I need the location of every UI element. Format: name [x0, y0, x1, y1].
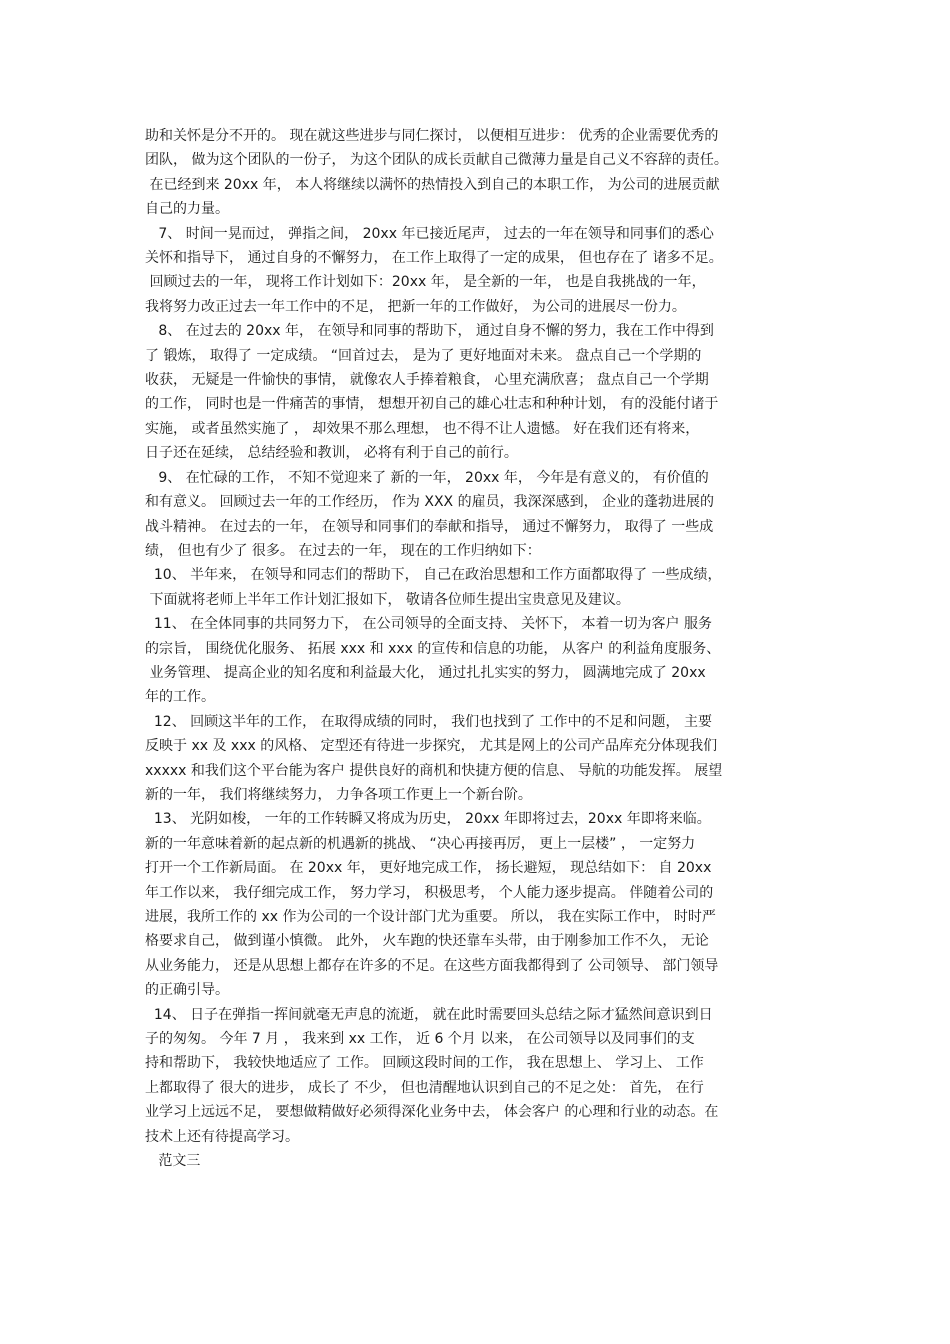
text-line: 14、 日子在弹指一挥间就毫无声息的流逝， 就在此时需要回头总结之际才猛然间意识到日: [145, 1006, 713, 1023]
text-line: 的正确引导。: [145, 982, 229, 999]
text-line: 年的工作。: [145, 689, 215, 706]
text-line: 新的一年意味着新的起点新的机遇新的挑战、 “决心再接再厉， 更上一层楼” ， 一定努力: [145, 835, 696, 852]
text-line: 格要求自己， 做到谨小慎微。 此外， 火车跑的快还靠车头带，由于刚参加工作不久， 无论: [145, 933, 709, 950]
paragraph: [145, 124, 810, 222]
paragraph: [145, 319, 810, 465]
text-line: xxxxx 和我们这个平台能为客户 提供良好的商机和快捷方便的信息、 导航的功能发挥。 展望: [145, 762, 723, 779]
text-line: 持和帮助下， 我较快地适应了 工作。 回顾这段时间的工作， 我在思想上、 学习上、 工作: [145, 1055, 704, 1072]
text-line: 的宗旨， 围绕优化服务、 拓展 xxx 和 xxx 的宣传和信息的功能， 从客户 的利益角度服务、: [145, 640, 721, 657]
text-line: 12、 回顾这半年的工作， 在取得成绩的同时， 我们也找到了 工作中的不足和问题， 主要: [145, 713, 712, 730]
paragraph: [145, 807, 810, 1002]
text-line: 范文三: [145, 1153, 201, 1170]
text-line: 9、 在忙碌的工作， 不知不觉迎来了 新的一年， 20xx 年， 今年是有意义的， 有价值的: [145, 469, 709, 486]
paragraph: [145, 563, 810, 612]
text-line: 技术上还有待提高学习。: [145, 1128, 299, 1145]
paragraph: [145, 466, 810, 564]
text-line: 进展，我所工作的 xx 作为公司的一个设计部门尤为重要。 所以， 我在实际工作中， 时时严: [145, 909, 716, 925]
text-line: 回顾过去的一年， 现将工作计划如下：20xx 年， 是全新的一年， 也是自我挑战的一年，: [145, 274, 706, 291]
text-line: 在已经到来 20xx 年， 本人将继续以满怀的热情投入到自己的本职工作， 为公司的进展贡献: [145, 176, 720, 193]
text-line: 团队， 做为这个团队的一份子， 为这个团队的成长贡献自己微薄力量是自己义不容辞的责任。: [145, 152, 728, 169]
text-line: 绩， 但也有少了 很多。 在过去的一年， 现在的工作归纳如下：: [145, 542, 541, 559]
paragraph: [145, 222, 810, 320]
document-body: [145, 124, 810, 1173]
text-line: 关怀和指导下， 通过自身的不懈努力， 在工作上取得了一定的成果， 但也存在了 诸多不足。: [145, 250, 723, 267]
paragraph: [145, 1149, 810, 1173]
paragraph: [145, 1003, 810, 1149]
text-line: 11、 在全体同事的共同努力下， 在公司领导的全面支持、 关怀下， 本着一切为客户 服务: [145, 616, 712, 633]
text-line: 和有意义。 回顾过去一年的工作经历， 作为 XXX 的雇员，我深深感到， 企业的蓬勃进展的: [145, 494, 715, 511]
text-line: 8、 在过去的 20xx 年， 在领导和同事的帮助下， 通过自身不懈的努力，我在工作中得到: [145, 323, 714, 340]
text-line: 下面就将老师上半年工作计划汇报如下， 敬请各位师生提出宝贵意见及建议。: [145, 591, 630, 608]
text-line: 子的匆匆。 今年 7 月 ， 我来到 xx 工作， 近 6 个月 以来， 在公司领导以及同事们的支: [145, 1031, 695, 1048]
paragraph: [145, 612, 810, 710]
text-line: 反映于 xx 及 xxx 的风格、 定型还有待进一步探究， 尤其是网上的公司产品库充分体现我们: [145, 738, 718, 755]
text-line: 日子还在延续， 总结经验和教训， 必将有利于自己的前行。: [145, 445, 518, 462]
text-line: 自己的力量。: [145, 201, 229, 218]
paragraph: [145, 710, 810, 808]
text-line: 业学习上远远不足， 要想做精做好必须得深化业务中去， 体会客户 的心理和行业的动态。在: [145, 1104, 719, 1121]
text-line: 收获， 无疑是一件愉快的事情， 就像农人手捧着粮食， 心里充满欣喜； 盘点自己一个学期: [145, 372, 709, 389]
text-line: 年工作以来， 我仔细完成工作， 努力学习， 积极思考， 个人能力逐步提高。 伴随着公司的: [145, 884, 714, 901]
text-line: 了 锻炼， 取得了 一定成绩。 “回首过去， 是为了 更好地面对未来。 盘点自己一个学期的: [145, 347, 702, 364]
text-line: 7、 时间一晃而过， 弹指之间， 20xx 年已接近尾声， 过去的一年在领导和同事们的悉心: [145, 225, 714, 242]
text-line: 打开一个工作新局面。 在 20xx 年， 更好地完成工作， 扬长避短， 现总结如下： 自 20xx: [145, 860, 712, 877]
text-line: 13、 光阴如梭， 一年的工作转瞬又将成为历史， 20xx 年即将过去，20xx 年即将来临。: [145, 811, 711, 828]
text-line: 业务管理、 提高企业的知名度和利益最大化， 通过扎扎实实的努力， 圆满地完成了 20xx: [145, 664, 706, 681]
text-line: 战斗精神。 在过去的一年， 在领导和同事们的奉献和指导， 通过不懈努力， 取得了 一些成: [145, 518, 714, 535]
text-line: 我将努力改正过去一年工作中的不足， 把新一年的工作做好， 为公司的进展尽一份力。: [145, 298, 686, 315]
text-line: 新的一年， 我们将继续努力， 力争各项工作更上一个新台阶。: [145, 786, 532, 803]
text-line: 10、 半年来， 在领导和同志们的帮助下， 自己在政治思想和工作方面都取得了 一些成绩，: [145, 567, 722, 584]
text-line: 实施， 或者虽然实施了 ， 却效果不那么理想， 也不得不让人遗憾。 好在我们还有将来，: [145, 420, 700, 437]
text-line: 上都取得了 很大的进步， 成长了 不少， 但也清醒地认识到自己的不足之处： 首先， 在行: [145, 1079, 704, 1096]
text-line: 从业务能力， 还是从思想上都存在许多的不足。在这些方面我都得到了 公司领导、 部门领导: [145, 957, 719, 974]
text-line: 的工作， 同时也是一件痛苦的事情， 想想开初自己的雄心壮志和种种计划， 有的没能付诸于: [145, 396, 719, 413]
text-line: 助和关怀是分不开的。 现在就这些进步与同仁探讨， 以便相互进步： 优秀的企业需要优秀的: [145, 128, 719, 144]
